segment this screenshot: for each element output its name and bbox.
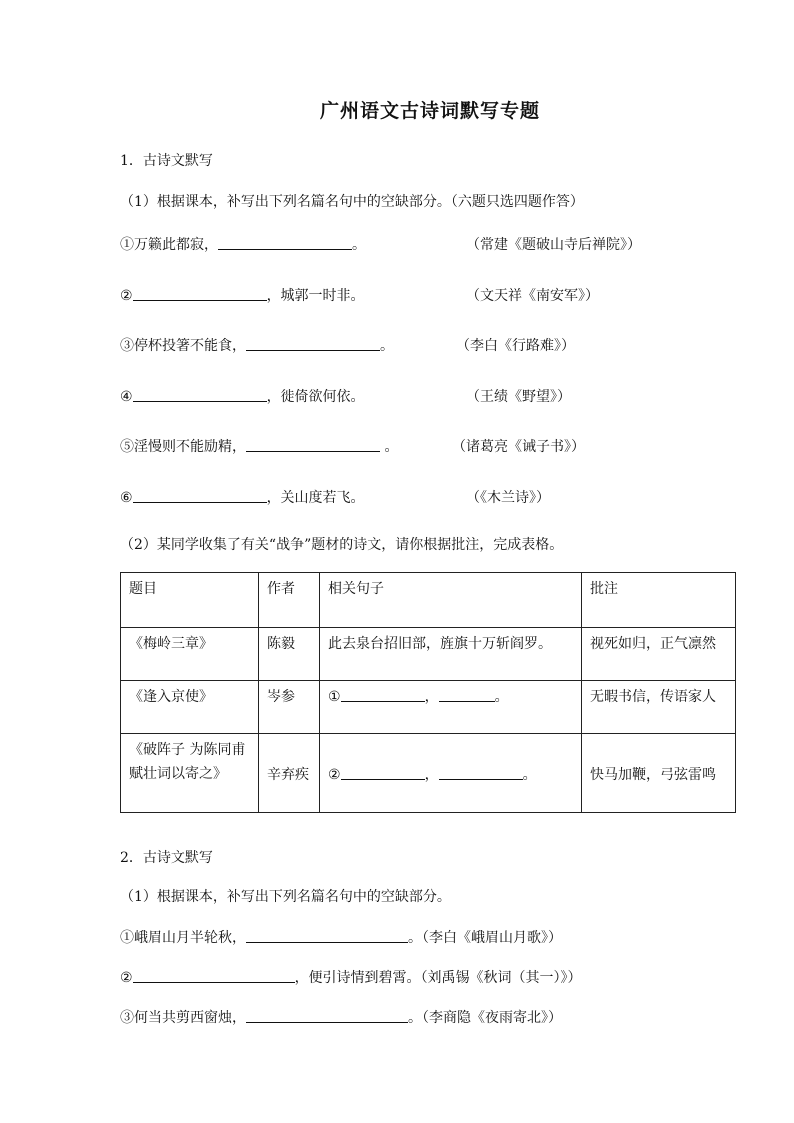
item-prefix: ② [120,970,133,986]
end-mark: 。 [522,767,537,783]
item-prefix: ④ [120,389,133,405]
table-cell-title: 《破阵子 为陈同甫赋壮词以寄之》 [121,734,259,813]
item-source: （《木兰诗》） [466,490,550,506]
answer-blank[interactable] [133,490,267,503]
item-suffix: ，关山度若飞。 [266,490,365,506]
item-source: （李白《峨眉山月歌》） [422,930,562,946]
item-prefix: ② [120,288,133,304]
question-1-heading: 1．古诗文默写 [120,153,213,169]
table-row [121,628,736,681]
table-cell-title: 《梅岭三章》 [121,628,259,681]
table-cell-author: 辛弃疾 [259,734,320,813]
item-suffix: ，徙倚欲何依。 [266,389,365,405]
answer-blank[interactable] [246,1010,408,1023]
table-cell-sentence [320,734,582,813]
item-prefix: ①万籁此都寂， [120,237,218,253]
q1-item-4 [120,386,365,406]
question-1-instruction: （1）根据课本，补写出下列名篇名句中的空缺部分。（六题只选四题作答） [120,194,584,210]
item-prefix: ①峨眉山月半轮秋， [120,930,246,946]
item-suffix: 。 [408,1010,422,1026]
answer-blank[interactable] [133,389,267,402]
table-cell-author: 陈毅 [259,628,320,681]
poem-annotation-table [120,572,736,813]
q2-item-1 [120,927,562,947]
item-source: （诸葛亮《诫子书》） [452,439,585,455]
separator: ， [424,689,439,705]
answer-blank[interactable] [439,689,495,702]
item-source: （王绩《野望》） [466,389,571,405]
answer-blank[interactable] [246,338,380,351]
table-cell-title: 《逢入京使》 [121,681,259,734]
table-cell-note: 视死如归，正气凛然 [582,628,736,681]
q1-item-5 [120,436,398,456]
q1-item-2 [120,285,365,305]
item-suffix: ，便引诗情到碧霄。 [294,970,421,986]
item-suffix: ，城郭一时非。 [266,288,365,304]
blank-marker: ① [328,689,341,705]
table-cell-note: 快马加鞭，弓弦雷鸣 [582,734,736,813]
q1-item-6 [120,487,365,507]
answer-blank[interactable] [341,689,425,702]
table-header: 题目 [121,573,259,628]
question-2-instruction: （1）根据课本，补写出下列名篇名句中的空缺部分。 [120,889,451,905]
q1-item-3 [120,335,394,355]
table-cell-author: 岑参 [259,681,320,734]
question-2-heading: 2．古诗文默写 [120,850,213,866]
item-prefix: ③何当共剪西窗烛， [120,1010,246,1026]
answer-blank[interactable] [133,288,267,301]
table-cell-sentence [320,681,582,734]
table-header: 相关句子 [320,573,582,628]
item-suffix: 。 [408,930,422,946]
item-suffix: 。 [352,237,366,253]
item-suffix: 。 [380,338,394,354]
item-prefix: ⑥ [120,490,133,506]
item-source: （李商隐《夜雨寄北》） [422,1010,562,1026]
end-mark: 。 [494,689,509,705]
separator: ， [424,767,439,783]
table-header: 作者 [259,573,320,628]
answer-blank[interactable] [246,439,380,452]
item-source: （常建《题破山寺后禅院》） [466,237,641,253]
blank-marker: ② [328,767,341,783]
page-title: 广州语文古诗词默写专题 [319,100,540,122]
table-row [121,734,736,813]
item-prefix: ⑤淫慢则不能励精， [120,439,246,455]
table-row [121,681,736,734]
q1-item-1 [120,234,366,254]
table-cell-sentence: 此去泉台招旧部，旌旗十万斩阎罗。 [320,628,582,681]
item-suffix: 。 [380,439,399,455]
table-header: 批注 [582,573,736,628]
item-prefix: ③停杯投箸不能食， [120,338,246,354]
answer-blank[interactable] [439,767,523,780]
answer-blank[interactable] [133,970,295,983]
table-header-row [121,573,736,628]
item-source: （文天祥《南安军》） [466,288,599,304]
item-source: （刘禹锡《秋词（其一）》） [420,970,582,986]
item-source: （李白《行路难》） [456,338,575,354]
answer-blank[interactable] [246,930,408,943]
q2-item-2 [120,967,582,987]
table-cell-note: 无暇书信，传语家人 [582,681,736,734]
answer-blank[interactable] [218,237,352,250]
question-1-part-2: （2）某同学收集了有关“战争”题材的诗文，请你根据批注，完成表格。 [120,537,564,553]
q2-item-3 [120,1007,562,1027]
answer-blank[interactable] [341,767,425,780]
